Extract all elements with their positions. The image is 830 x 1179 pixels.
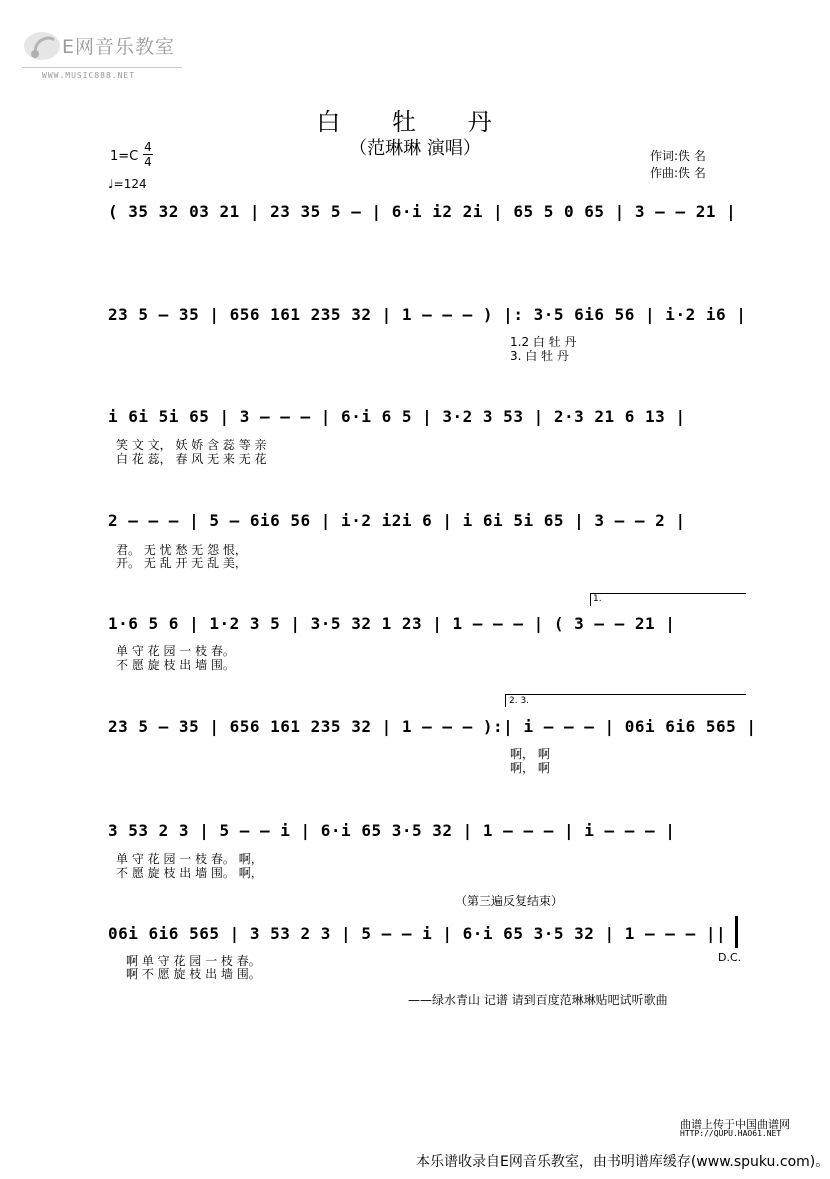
score-row-3-lyrics-2: 白 花 蕊， 春 风 无 来 无 花 [116,452,267,466]
upload-site: 曲谱上传于中国曲谱网 [680,1118,790,1131]
music-note-logo-icon [22,24,64,64]
score-row-4-lyrics-2: 开。 无 乱 开 无 乱 美， [116,556,247,570]
lyricist: 作词:佚 名 [650,149,706,163]
score-row-3-lyrics-1: 笑 文 文， 妖 娇 含 蕊 等 亲 [116,438,267,452]
score-row-6: 23 5 – 35 | 656 161 235 32 | 1 – – – ):| i – – – | 06i 6i6 565 | [108,717,757,736]
score-row-6-lyrics-2: 啊， 啊 [510,761,550,775]
logo-url: WWW.MUSIC888.NET [42,71,136,80]
song-title: 白 牡 丹 [316,108,514,136]
site-logo [18,22,183,84]
score-row-1: ( 35 32 03 21 | 23 35 5 – | 6·i i2 2i | 65 5 0 65 | 3 – – 21 | [108,202,737,221]
logo-divider [22,67,182,68]
credits [650,148,706,182]
score-row-2-lyrics-1: 1.2 白 牡 丹 [510,335,577,349]
transcriber-credit: ——绿水青山 记谱 请到百度范琳琳贴吧试听歌曲 [408,993,668,1007]
score-row-7-lyrics-2: 不 愿 旋 枝 出 墙 围。 啊， [116,866,263,880]
volta-1-bracket [590,593,746,606]
score-row-2-lyrics-2: 3. 白 牡 丹 [510,349,569,363]
volta-23-bracket [505,694,746,707]
volta-23-label: 2. 3. [509,696,530,706]
score-row-8-lyrics-1: 啊 单 守 花 园 一 枝 春。 [126,954,261,968]
song-subtitle: （范琳琳 演唱） [349,138,481,159]
final-barline [735,916,738,948]
score-row-8-lyrics-2: 啊 不 愿 旋 枝 出 墙 围。 [126,967,261,981]
score-row-5-lyrics-2: 不 愿 旋 枝 出 墙 围。 [116,658,235,672]
score-row-2: 23 5 – 35 | 656 161 235 32 | 1 – – – ) |: 3·5 6i6 56 | i·2 i6 | [108,305,747,324]
score-row-7: 3 53 2 3 | 5 – – i | 6·i 65 3·5 32 | 1 – – – | i – – – | [108,821,676,840]
composer: 作曲:佚 名 [650,166,706,180]
score-row-3: i 6i 5i 65 | 3 – – – | 6·i 6 5 | 3·2 3 53 | 2·3 21 6 13 | [108,407,686,426]
tempo-marking: ♩=124 [108,177,147,191]
time-signature-bottom: 4 [144,155,152,169]
score-row-5: 1·6 5 6 | 1·2 3 5 | 3·5 32 1 23 | 1 – – – | ( 3 – – 21 | [108,614,676,633]
score-row-4-lyrics-1: 君。 无 忧 愁 无 怨 恨， [116,543,247,557]
score-row-5-lyrics-1: 单 守 花 园 一 枝 春。 [116,644,235,658]
score-row-4: 2 – – – | 5 – 6i6 56 | i·2 i2i 6 | i 6i 5i 65 | 3 – – 2 | [108,511,686,530]
key-signature: 1=C [110,149,139,164]
score-row-6-lyrics-1: 啊， 啊 [510,747,550,761]
dc-marking: D.C. [718,951,742,964]
logo-text: E网音乐教室 [62,36,176,58]
source-note: 本乐谱收录自E网音乐教室，由书明谱库缓存(www.spuku.com)。 [416,1154,830,1170]
end-repeat-note: （第三遍反复结束） [455,894,564,908]
volta-1-label: 1. [593,594,602,604]
score-row-7-lyrics-1: 单 守 花 园 一 枝 春。 啊， [116,852,263,866]
upload-url[interactable]: HTTP://QUPU.HAO61.NET [680,1129,782,1138]
time-signature [143,140,153,169]
score-row-8: 06i 6i6 565 | 3 53 2 3 | 5 – – i | 6·i 65 3·5 32 | 1 – – – || [108,924,727,943]
time-signature-top: 4 [144,140,152,154]
